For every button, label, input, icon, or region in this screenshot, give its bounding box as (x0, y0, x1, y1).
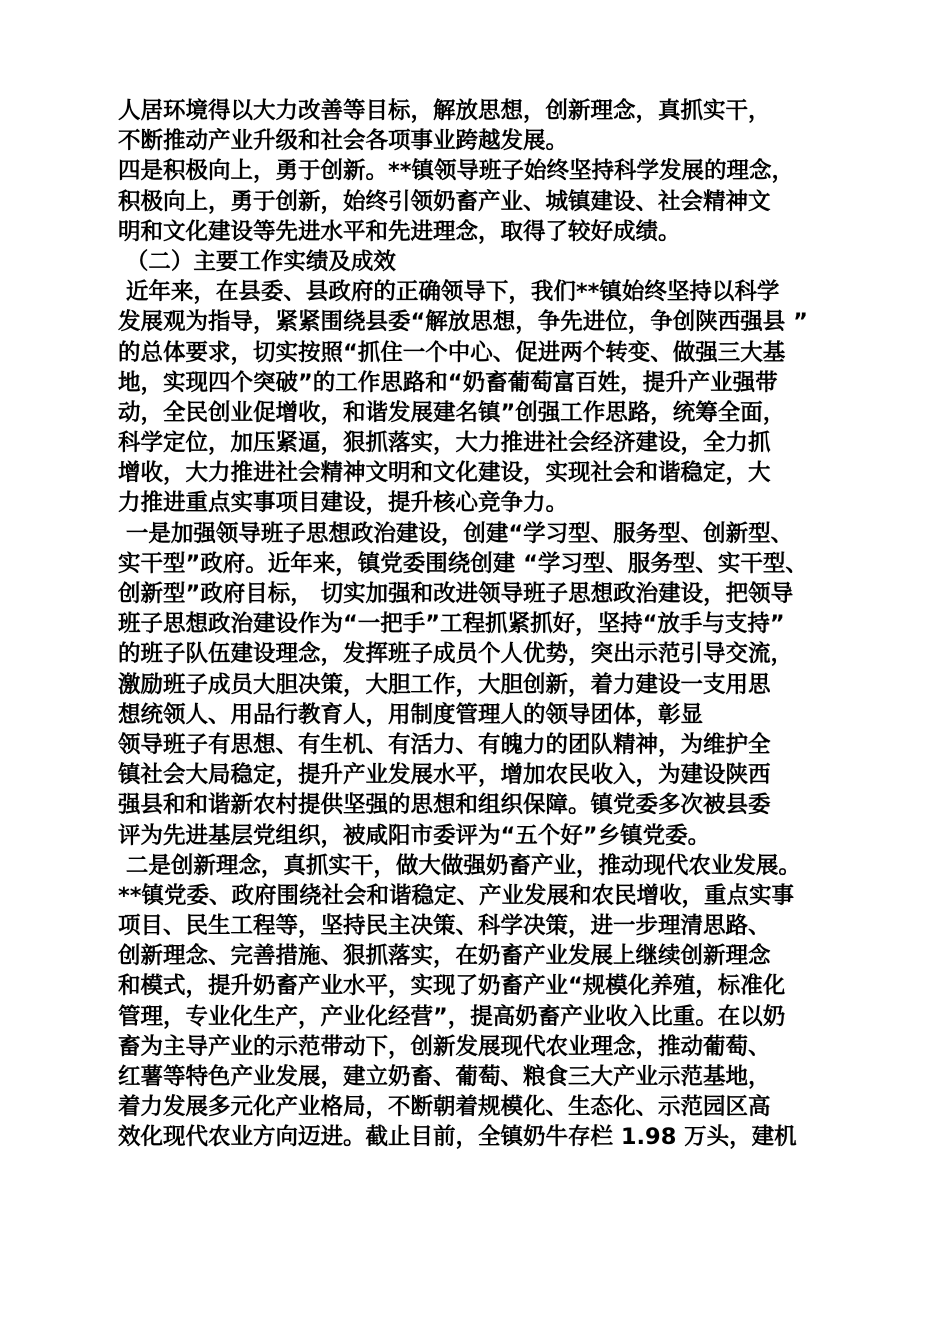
text-line: 动，全民创业促增收，和谐发展建名镇”创强工作思路，统筹全面， (118, 399, 786, 426)
text-line: 评为先进基层党组织，被咸阳市委评为“五个好”乡镇党委。 (118, 822, 711, 849)
text-line: 发展观为指导，紧紧围绕县委“解放思想，争先进位，争创陕西强县 ” (118, 309, 808, 336)
text-line: 管理，专业化生产，产业化经营”，提高奶畜产业收入比重。在以奶 (118, 1003, 786, 1030)
text-line: 班子思想政治建设作为“一把手”工程抓紧抓好，坚持“放手与支持” (118, 611, 785, 638)
text-line: 力推进重点实事项目建设，提升核心竞争力。 (118, 490, 569, 517)
text-line: 二是创新理念，真抓实干，做大做强奶畜产业，推动现代农业发展。 (118, 852, 801, 879)
text-line: 激励班子成员大胆决策，大胆工作，大胆创新，着力建设一支用思 (118, 671, 771, 698)
text-line: 红薯等特色产业发展，建立奶畜、葡萄、粮食三大产业示范基地， (118, 1064, 771, 1090)
text-line: 不断推动产业升级和社会各项事业跨越发展。 (118, 128, 569, 155)
text-line: 一是加强领导班子思想政治建设，创建“学习型、服务型、创新型、 (118, 520, 794, 547)
text-line: 效化现代农业方向迈进。截止目前，全镇奶牛存栏 1.98 万头，建机 (118, 1124, 797, 1151)
text-line: 近年来，在县委、县政府的正确领导下，我们**镇始终坚持以科学 (118, 279, 780, 306)
text-line: 镇社会大局稳定，提升产业发展水平，增加农民收入，为建设陕西 (118, 762, 771, 789)
text-line: 想统领人、用品行教育人，用制度管理人的领导团体，彰显 (118, 701, 704, 728)
text-line: **镇党委、政府围绕社会和谐稳定、产业发展和农民增收，重点实事 (118, 882, 795, 909)
text-line: 的班子队伍建设理念，发挥班子成员个人优势，突出示范引导交流， (118, 641, 794, 668)
text-line: 人居环境得以大力改善等目标，解放思想，创新理念，真抓实干， (118, 98, 771, 124)
text-line: 的总体要求，切实按照“抓住一个中心、促进两个转变、做强三大基 (118, 339, 786, 366)
text-line: 领导班子有思想、有生机、有活力、有魄力的团队精神，为维护全 (118, 731, 771, 758)
text-line: 着力发展多元化产业格局，不断朝着规模化、生态化、示范园区高 (118, 1094, 771, 1121)
text-line: 积极向上，勇于创新，始终引领奶畜产业、城镇建设、社会精神文 (118, 188, 771, 215)
text-line: 创新理念、完善措施、狠抓落实，在奶畜产业发展上继续创新理念 (118, 943, 771, 970)
text-line: 强县和和谐新农村提供坚强的思想和组织保障。镇党委多次被县委 (118, 792, 771, 819)
text-line: 增收，大力推进社会精神文明和文化建设，实现社会和谐稳定，大 (118, 460, 771, 487)
text-line: 科学定位，加压紧逼，狠抓落实，大力推进社会经济建设，全力抓 (118, 430, 771, 457)
text-line: 和模式，提升奶畜产业水平，实现了奶畜产业“规模化养殖，标准化 (118, 973, 786, 1000)
text-line: 地，实现四个突破”的工作思路和“奶畜葡萄富百姓，提升产业强带 (118, 369, 778, 396)
text-line: 创新型”政府目标， 切实加强和改进领导班子思想政治建设，把领导 (118, 581, 794, 607)
section-heading: （二）主要工作实绩及成效 (118, 248, 396, 275)
text-line: 明和文化建设等先进水平和先进理念，取得了较好成绩。 (118, 218, 681, 245)
text-line: 项目、民生工程等，坚持民主决策、科学决策，进一步理清思路、 (118, 913, 771, 940)
text-line: 实干型”政府。近年来，镇党委围绕创建 “学习型、服务型、实干型、 (118, 550, 808, 577)
text-line: 畜为主导产业的示范带动下，创新发展现代农业理念，推动葡萄、 (118, 1033, 771, 1060)
document-body (118, 96, 848, 1153)
text-line: 四是积极向上，勇于创新。**镇领导班子始终坚持科学发展的理念， (118, 158, 795, 185)
